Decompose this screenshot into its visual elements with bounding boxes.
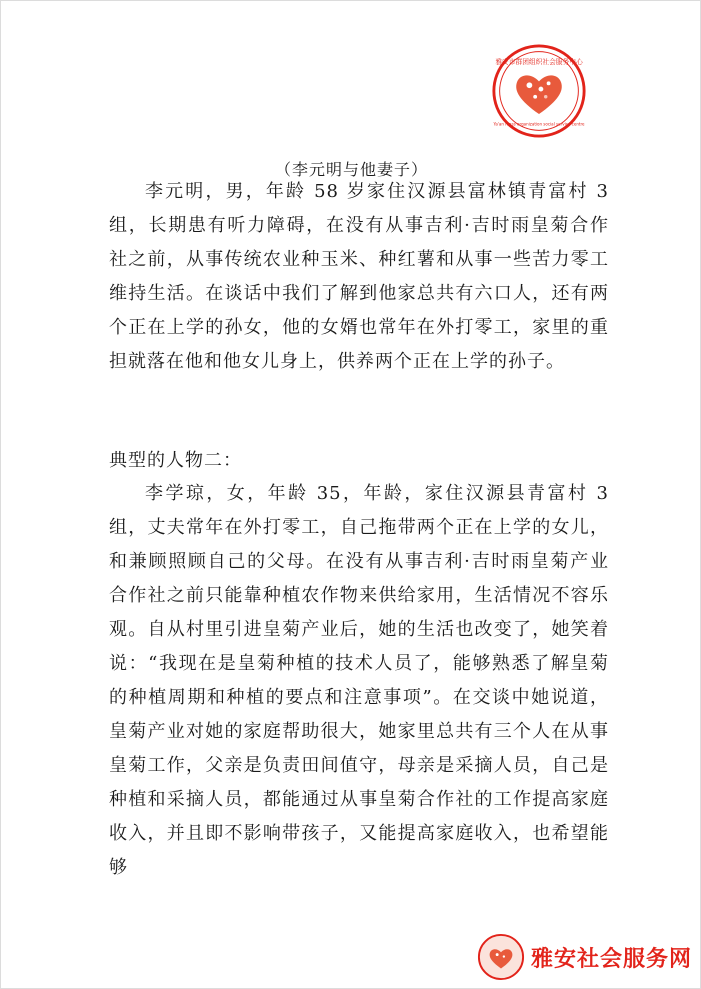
paragraph-li-xueqiong: 李学琼，女，年龄 35，年龄，家住汉源县青富村 3 组，丈夫常年在外打零工，自己拖带两个正在上学的女儿，和兼顾照顾自己的父母。在没有从事吉利·吉时雨皇菊产业合作社之前只能靠种植农作物来供给家用，生活情况不容乐观。自从村里引进皇菊产业后，她的生活也改变了，她笑着说：“我现在是皇菊种植的技术人员了，能够熟悉了解皇菊的种植周期和种植的要点和注意事项”。在交谈中她说道，皇菊产业对她的家庭帮助很大，她家里总共有三个人在从事皇菊工作，父亲是负责田间值守，母亲是采摘人员，自己是种植和采摘人员，都能通过从事皇菊合作社的工作提高家庭收入，并且即不影响带孩子，又能提高家庭收入，也希望能够: [109, 483, 609, 878]
organization-logo: [491, 43, 587, 139]
svg-text:Ya'an mass organization social: Ya'an mass organization social service centre: [493, 121, 585, 127]
section-heading: 典型的人物二：: [109, 450, 242, 471]
paragraph-li-yuanming: 李元明，男，年龄 58 岁家住汉源县富林镇青富村 3 组，长期患有听力障碍，在没有从事吉利·吉时雨皇菊合作社之前，从事传统农业种玉米、种红薯和从事一些苦力零工维持生活。在谈话中我们了解到他家总共有六口人，还有两个正在上学的孙女，他的女婿也常年在外打零工，家里的重担就落在他和他女儿身上，供养两个正在上学的孙子。: [109, 181, 609, 372]
svg-text:雅安市群团组织社会服务中心: 雅安市群团组织社会服务中心: [495, 58, 583, 67]
footer-site-name: 雅安社会服务网: [531, 946, 693, 972]
footer-watermark: [477, 931, 699, 983]
footer-logo-icon: [477, 933, 525, 981]
photo-caption: （李元明与他妻子）: [274, 160, 428, 179]
